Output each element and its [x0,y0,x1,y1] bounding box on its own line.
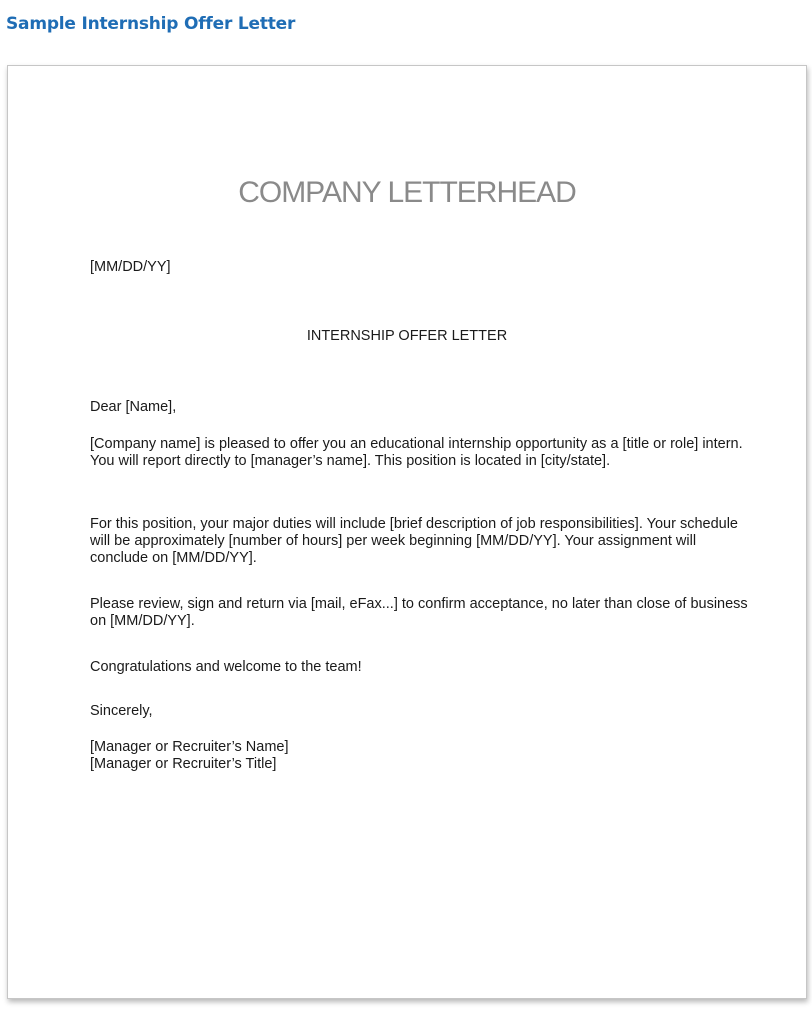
signer-title: [Manager or Recruiter’s Title] [90,756,277,772]
page-title: Sample Internship Offer Letter [6,14,296,34]
closing: Sincerely, [90,703,153,719]
paragraph-congratulations: Congratulations and welcome to the team! [90,659,362,675]
letter-title: INTERNSHIP OFFER LETTER [306,328,508,344]
letter-date: [MM/DD/YY] [90,259,171,275]
letter-document [7,65,807,999]
signer-name: [Manager or Recruiter’s Name] [90,739,289,755]
company-letterhead: COMPANY LETTERHEAD [238,176,576,209]
salutation: Dear [Name], [90,399,177,415]
paragraph-offer: [Company name] is pleased to offer you an educational internship opportunity as a [title or role] intern. You will report directly to [manager’s name]. This position is located in [city/state]. [90,436,743,469]
paragraph-acceptance: Please review, sign and return via [mail, eFax...] to confirm acceptance, no later than close of business on [MM/DD/YY]. [90,596,748,629]
paragraph-duties: For this position, your major duties will include [brief description of job responsibilities]. Your schedule will be approximately [number of hours] per week beginning [MM/DD/YY]. Your assignment will conclude on [MM/DD/YY]. [90,516,738,566]
